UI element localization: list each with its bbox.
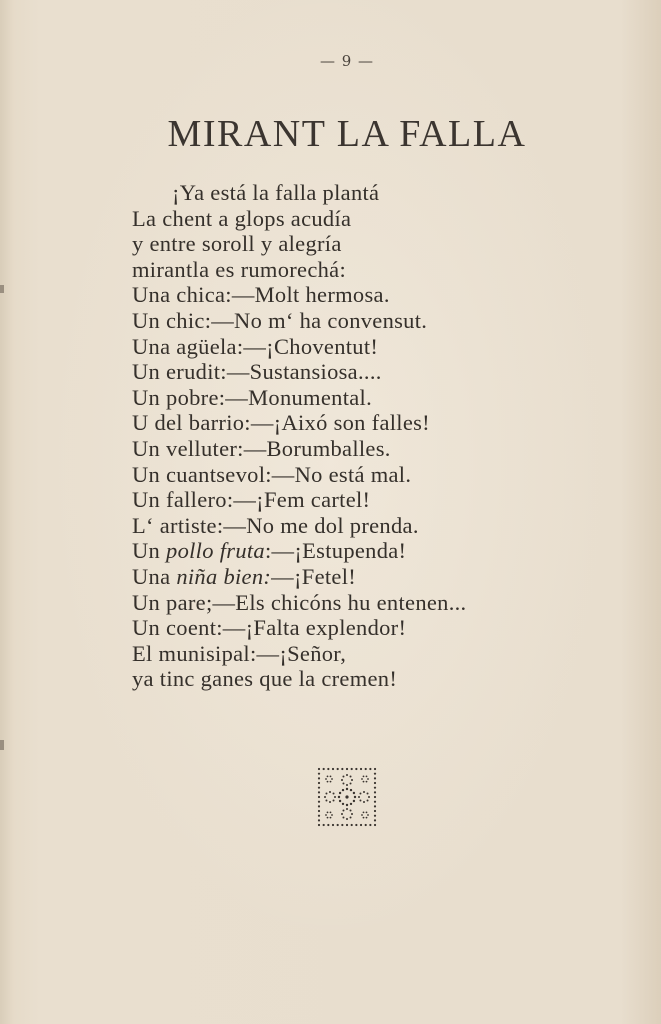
poem-line xyxy=(132,666,466,692)
poem-line xyxy=(132,590,466,616)
poem-line-text: Una chica:—Molt hermosa. xyxy=(132,282,390,308)
poem-line xyxy=(132,513,466,539)
poem-line-text: La chent a glops acudía xyxy=(132,205,352,231)
poem-line xyxy=(132,180,466,206)
poem-title: MIRANT LA FALLA xyxy=(167,113,527,155)
poem-line-text: Un chic:—No m‘ ha convensut. xyxy=(132,307,428,333)
poem-line-text: y entre soroll y alegría xyxy=(132,231,342,257)
poem-line-text: mirantla es rumorechá: xyxy=(132,256,347,282)
poem-line-text: ya tinc ganes que la cremen! xyxy=(132,666,398,692)
page-number: — 9 — xyxy=(319,52,375,70)
poem-line-text: Un cuantsevol:—No está mal. xyxy=(132,461,412,487)
poem-line-text: El munisipal:—¡Señor, xyxy=(132,640,347,666)
poem-line-italic-text: pollo fruta xyxy=(166,538,265,564)
poem-line-text: Una xyxy=(132,563,177,589)
poem-line-text: Un erudit:—Sustansiosa.... xyxy=(132,359,382,385)
poem-line-text: Un fallero:—¡Fem cartel! xyxy=(132,487,371,513)
poem-line-text: Un coent:—¡Falta explendor! xyxy=(132,615,407,641)
poem-line xyxy=(132,564,466,590)
poem-line xyxy=(132,487,466,513)
poem-line-text: Un velluter:—Borumballes. xyxy=(132,435,391,461)
poem-line xyxy=(132,436,466,462)
poem-line-text: L‘ artiste:—No me dol prenda. xyxy=(132,512,419,538)
poem-line xyxy=(132,282,466,308)
binding-mark xyxy=(0,285,4,293)
poem-line xyxy=(132,206,466,232)
poem-line xyxy=(132,308,466,334)
poem-line xyxy=(132,257,466,283)
poem-line-text: Una agüela:—¡Choventut! xyxy=(132,333,379,359)
poem-body xyxy=(132,180,466,692)
poem-line xyxy=(132,385,466,411)
poem-line-text: Un pare;—Els chicóns hu entenen... xyxy=(132,589,467,615)
poem-line-text: Un xyxy=(132,538,167,564)
poem-line-text: —¡Fetel! xyxy=(271,563,357,589)
poem-line xyxy=(132,615,466,641)
poem-line xyxy=(132,359,466,385)
poem-line xyxy=(132,641,466,667)
poem-line-text: ¡Ya está la falla plantá xyxy=(172,180,380,205)
poem-line xyxy=(132,538,466,564)
poem-line-text: U del barrio:—¡Aixó son falles! xyxy=(132,410,430,436)
poem-line xyxy=(132,410,466,436)
binding-mark xyxy=(0,740,4,750)
poem-line-text: :—¡Estupenda! xyxy=(264,538,407,564)
poem-line-italic-text: niña bien: xyxy=(176,563,272,589)
poem-line xyxy=(132,334,466,360)
poem-line-text: Un pobre:—Monumental. xyxy=(132,384,373,410)
dotted-floral-vignette-icon xyxy=(316,766,378,828)
poem-line xyxy=(132,462,466,488)
poem-line xyxy=(132,231,466,257)
